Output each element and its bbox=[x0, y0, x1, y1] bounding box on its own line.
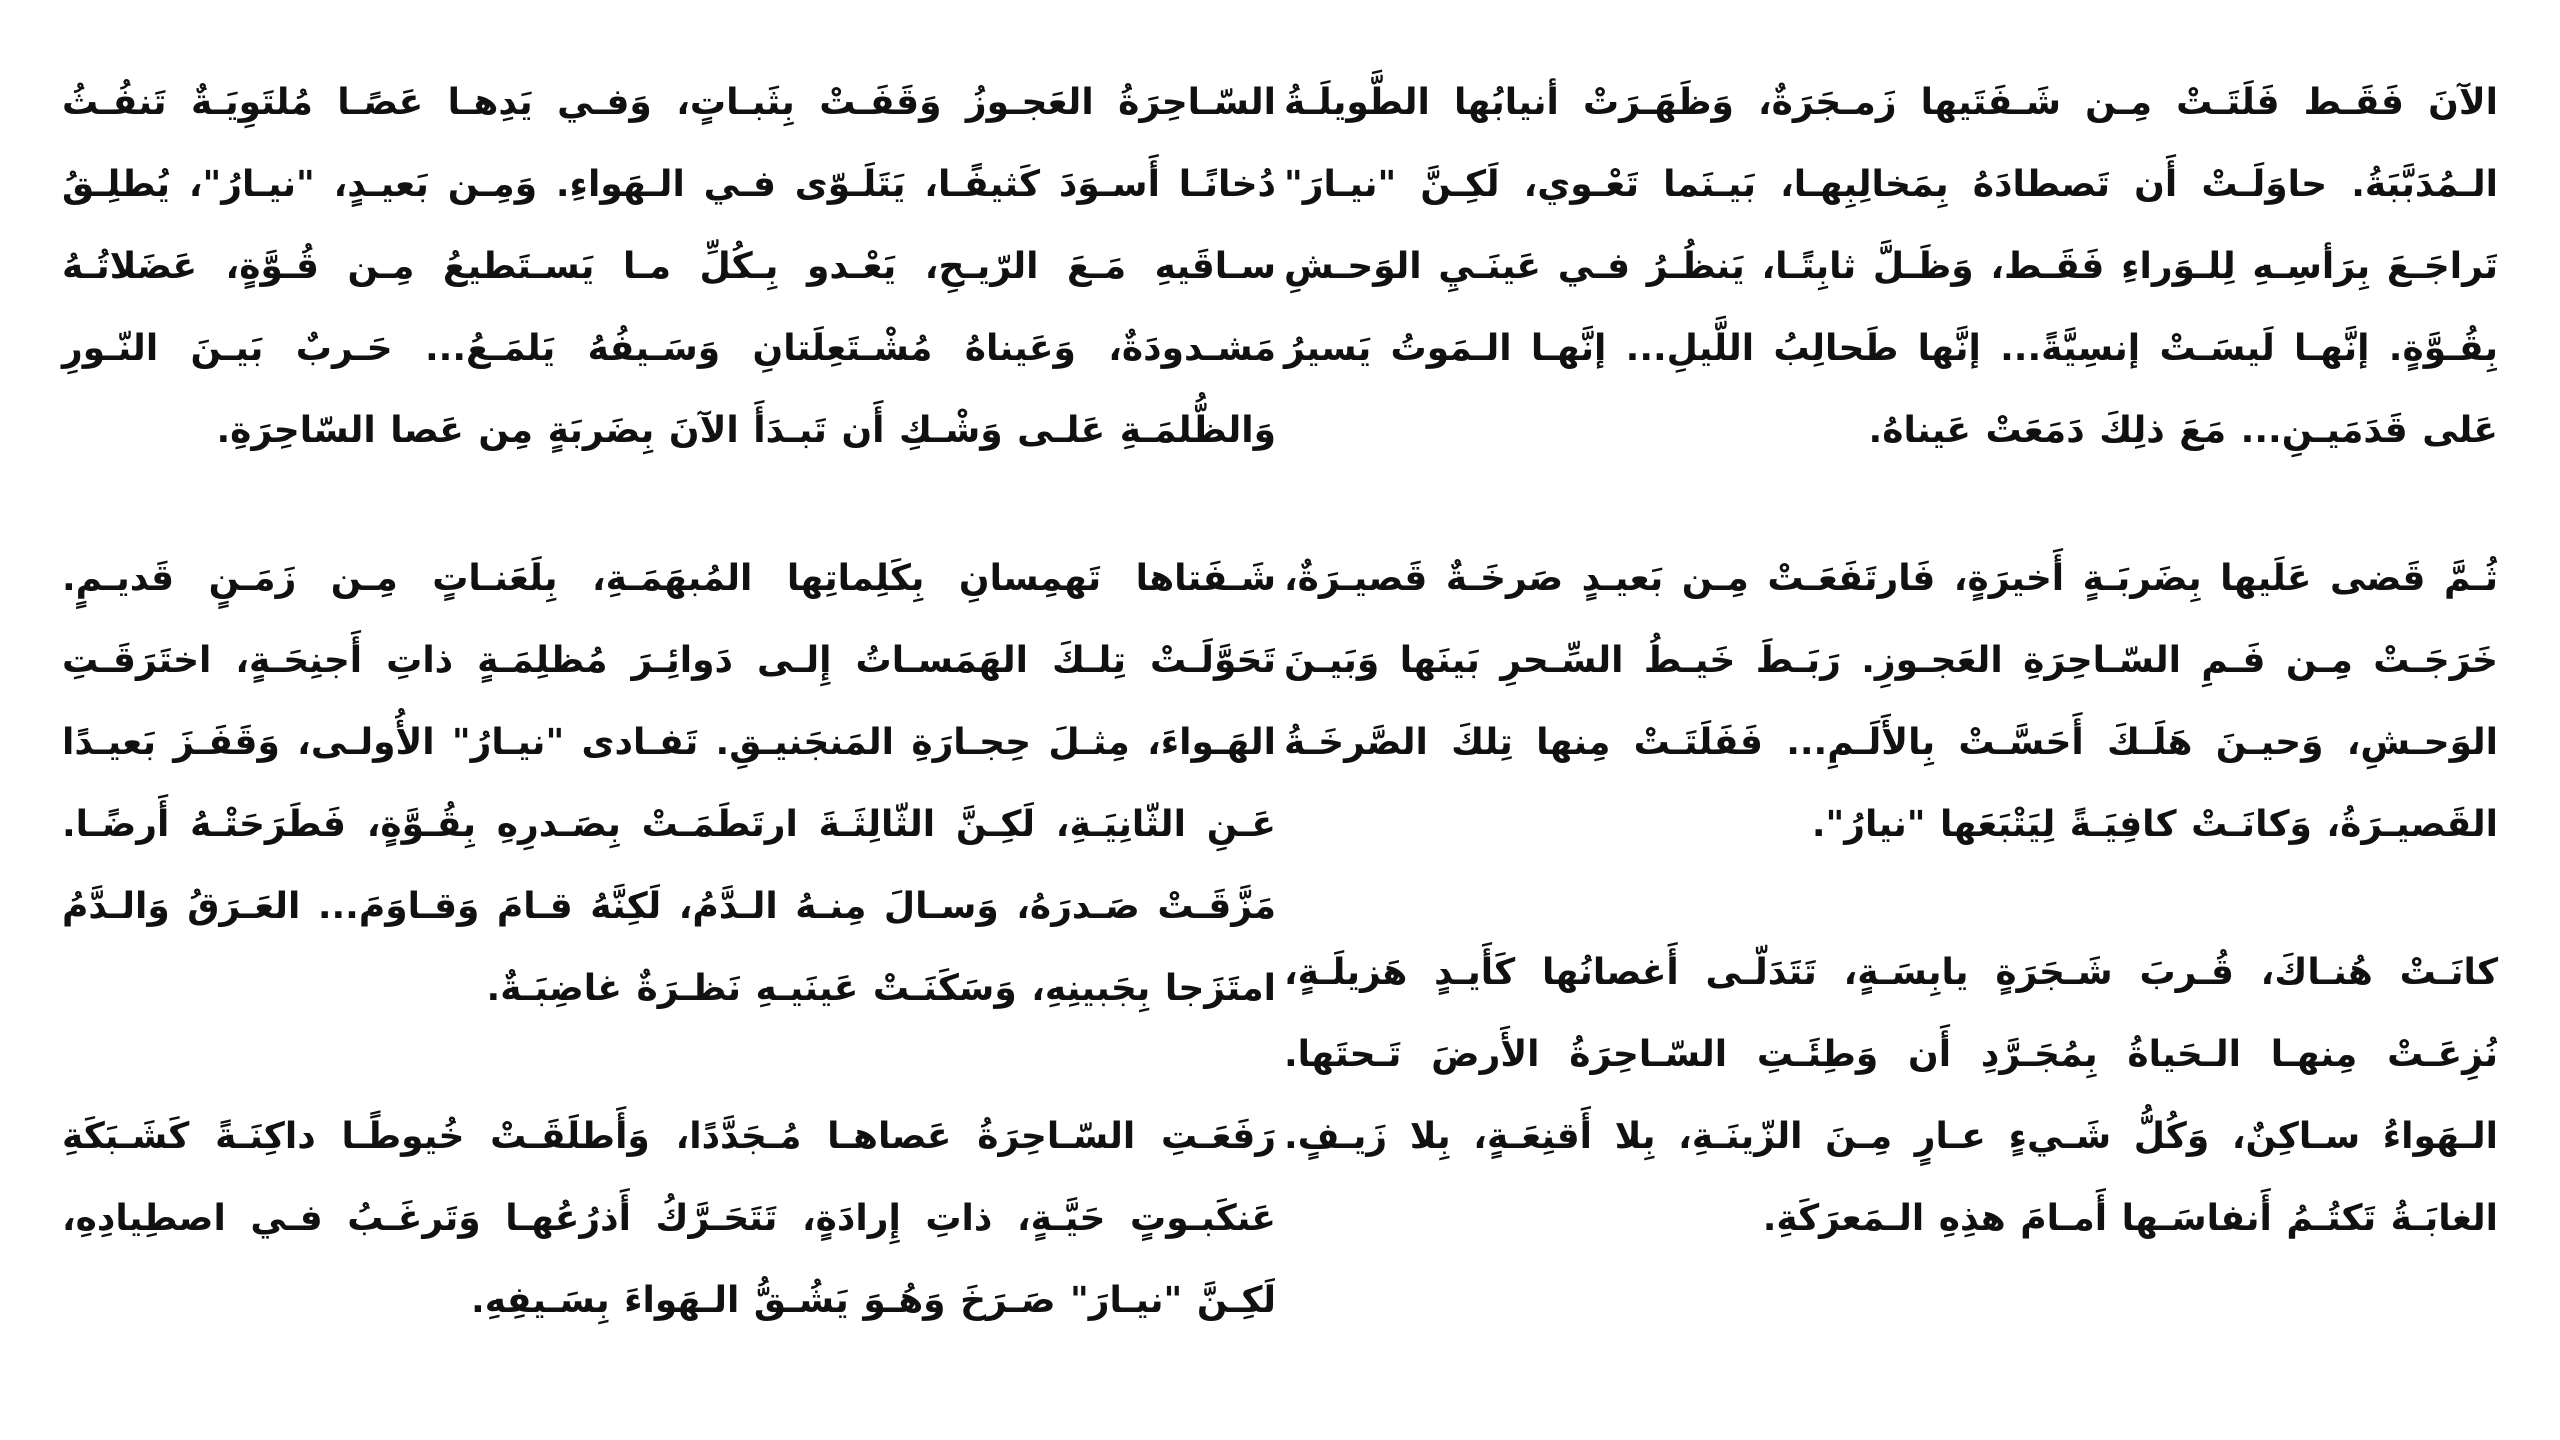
paragraph: السّـاحِرَةُ العَجـوزُ وَقَفَـتْ بِثَبـاتٍ، وَفـي يَدِهـا عَصًـا مُلتَوِيَـةٌ تَنفُـثُ دُخانًـا أَسـوَدَ كَثيفًـا، يَتَلَـوّى فـي الـهَواءِ. وَمِـن بَعيـدٍ، "نيـارُ"، يُطلِـقُ سـاقَيهِ مَـعَ الرّيـحِ، يَعْـدو بِـكُلِّ مـا يَسـتَطيعُ مِـن قُـوَّةٍ، عَضَلاتُـهُ مَشـدودَةٌ، وَعَيناهُ مُشْـتَعِلَتانِ وَسَـيفُهُ يَلمَـعُ... حَـربٌ بَيـنَ النّـورِ وَالظُّلمَـةِ عَلـى وَشْـكِ أَن تَبـدَأَ الآنَ بِضَربَةٍ مِن عَصا السّاحِرَةِ. bbox=[62, 82, 1276, 451]
paragraph: الآنَ فَقَـط فَلَتَـتْ مِـن شَـفَتَيها زَمـجَرَةٌ، وَظَهَـرَتْ أنيابُها الطَّويلَـةُ الـمُدَبَّبَةُ. حاوَلَـتْ أَن تَصطادَهُ بِمَخالِبِهـا، بَيـنَما تَعْـوي، لَكِـنَّ "نيـارَ" تَراجَـعَ بِرَأسِـهِ لِلـوَراءِ فَقَـط، وَظَـلَّ ثابِتًـا، يَنظُـرُ فـي عَينَـيِ الوَحـشِ بِقُـوَّةٍ. إنَّهـا لَيسَـتْ إنسِيَّةً... إنَّها طَحالِبُ اللَّيلِ... إنَّهـا الـمَوتُ يَسيرُ عَلى قَدَمَيـنِ... مَعَ ذلِكَ دَمَعَتْ عَيناهُ. bbox=[1284, 82, 2498, 451]
left-text-column bbox=[62, 62, 1276, 1342]
paragraph: شَـفَتاها تَهمِسانِ بِكَلِماتِها المُبهَمَـةِ، بِلَعَنـاتٍ مِـن زَمَـنٍ قَديـمٍ. تَحَوَّلَـتْ تِلـكَ الهَمَسـاتُ إِلـى دَوائِـرَ مُظلِمَـةٍ ذاتِ أَجنِحَـةٍ، اختَرَقَـتِ الهَـواءَ، مِثـلَ حِجـارَةِ المَنجَنيـقِ. تَفـادى "نيـارُ" الأُولـى، وَقَفَـزَ بَعيـدًا عَـنِ الثّانِيَـةِ، لَكِـنَّ الثّالِثَـةَ ارتَطَمَـتْ بِصَـدرِهِ بِقُـوَّةٍ، فَطَرَحَتْـهُ أَرضًـا. مَزَّقَـتْ صَـدرَهُ، وَسـالَ مِنـهُ الـدَّمُ، لَكِنَّهُ قـامَ وَقـاوَمَ... العَـرَقُ وَالـدَّمُ امتَزَجا بِجَبينِهِ، وَسَكَنَـتْ عَينَيـهِ نَظـرَةٌ غاضِبَـةٌ. bbox=[62, 558, 1276, 1009]
paragraph: ثُـمَّ قَضى عَلَيها بِضَربَـةٍ أَخيرَةٍ، فَارتَفَعَـتْ مِـن بَعيـدٍ صَرخَـةٌ قَصيـرَةٌ، خَرَجَـتْ مِـن فَـمِ السّـاحِرَةِ العَجـوزِ. رَبَـطَ خَيـطُ السِّـحرِ بَينَها وَبَيـنَ الوَحـشِ، وَحيـنَ هَلَـكَ أَحَسَّـتْ بِالأَلَـمِ... فَفَلَتَـتْ مِنها تِلكَ الصَّرخَـةُ القَصيـرَةُ، وَكانَـتْ كافِيَـةً لِيَتْبَعَها "نيارُ". bbox=[1284, 558, 2498, 845]
right-text-column bbox=[1284, 62, 2498, 1260]
paragraph: رَفَعَـتِ السّـاحِرَةُ عَصاهـا مُـجَدَّدًا، وَأَطلَقَـتْ خُيوطًـا داكِنَـةً كَشَـبَكَةِ عَنكَبـوتٍ حَيَّـةٍ، ذاتِ إِرادَةٍ، تَتَحَـرَّكُ أَذرُعُهـا وَتَرغَـبُ فـي اصطِيادِهِ، لَكِـنَّ "نيـارَ" صَـرَخَ وَهُـوَ يَشُـقُّ الـهَواءَ بِسَـيفِهِ. bbox=[62, 1116, 1276, 1321]
paragraph: كانَـتْ هُنـاكَ، قُـربَ شَـجَرَةٍ يابِسَـةٍ، تَتَدَلّـى أَغصانُها كَأَيـدٍ هَزيلَـةٍ، نُزِعَـتْ مِنهـا الـحَياةُ بِمُجَـرَّدِ أَن وَطِئَـتِ السّـاحِرَةُ الأَرضَ تَـحتَها. الـهَواءُ سـاكِنٌ، وَكُلُّ شَـيءٍ عـارٍ مِـنَ الزّينَـةِ، بِلا أَقنِعَـةٍ، بِلا زَيـفٍ. الغابَـةُ تَكتُـمُ أَنفاسَـها أَمـامَ هذِهِ الـمَعرَكَةِ. bbox=[1284, 952, 2498, 1239]
